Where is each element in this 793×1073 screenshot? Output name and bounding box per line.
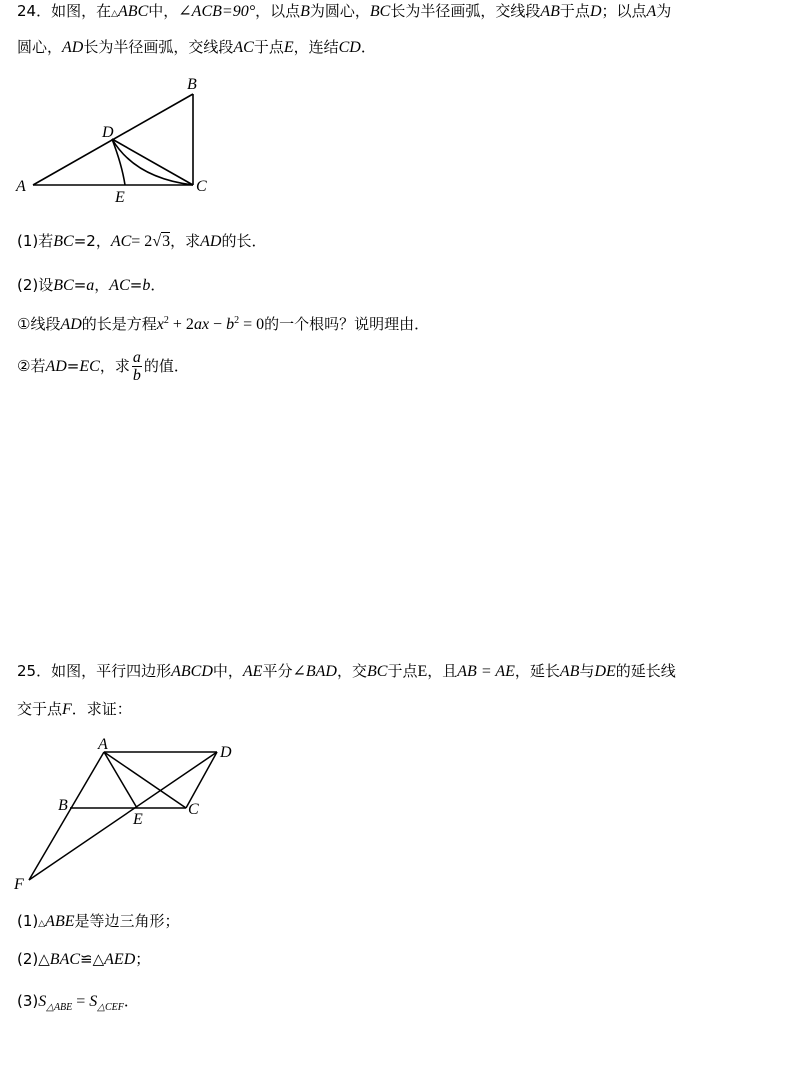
q24-subpart-1: ①线段AD的长是方程$x^2 + 2ax - b^2 = 0$的一个根吗？说明理由． <box>17 315 430 333</box>
q25-part-1: (1)△ABE是等边三角形； <box>17 912 180 930</box>
label-e: E <box>133 811 143 828</box>
label-c: C <box>188 801 199 818</box>
q25-part-3: $(3)S_{\triangle ABE} = S_{\triangle CEF}$． <box>17 992 139 1013</box>
q24-number: 24 <box>17 2 37 20</box>
label-b: B <box>187 76 197 93</box>
label-d: D <box>102 124 114 141</box>
q25-stem-line-1: 25．如图，平行四边形ABCD中，AE平分∠BAD，交BC于点E，且AB = AE，延长AB与DE的延长线 <box>17 662 676 680</box>
segment-ae <box>104 752 137 808</box>
segment-af-extended <box>29 752 104 880</box>
q25-number: 25 <box>17 662 37 680</box>
q24-part-1: (1)若BC=2，AC= 2√3，求AD的长． <box>17 232 267 250</box>
label-a: A <box>16 178 26 195</box>
q25-part-2: (2)△BAC≌△AED； <box>17 950 151 968</box>
segment-dc <box>186 752 217 808</box>
segment-ac <box>104 752 186 808</box>
label-f: F <box>14 876 24 893</box>
q24-stem-line-2: 圆心，AD长为半径画弧，交线段AC于点E，连结CD． <box>17 38 376 56</box>
label-b: B <box>58 797 68 814</box>
q24-subpart-2: ②若AD=EC，求 $\frac{a}{b}$ 的值． <box>17 349 189 384</box>
q24-part-2: (2)设BC=a，AC=b． <box>17 276 166 294</box>
q25-figure <box>0 730 250 895</box>
q24-stem-line-1: 24．如图，在△ABC中，∠ACB=90°，以点B为圆心，BC长为半径画弧，交线段AB于点D；以点A为 <box>17 2 672 20</box>
label-d: D <box>220 744 232 761</box>
q25-stem-line-2: 交于点F．求证： <box>17 700 132 718</box>
fraction-a-over-b: $\frac{a}{b}$ <box>132 349 141 384</box>
q24-figure <box>0 70 240 210</box>
label-e: E <box>115 189 125 206</box>
label-a: A <box>98 736 108 753</box>
label-c: C <box>196 178 207 195</box>
